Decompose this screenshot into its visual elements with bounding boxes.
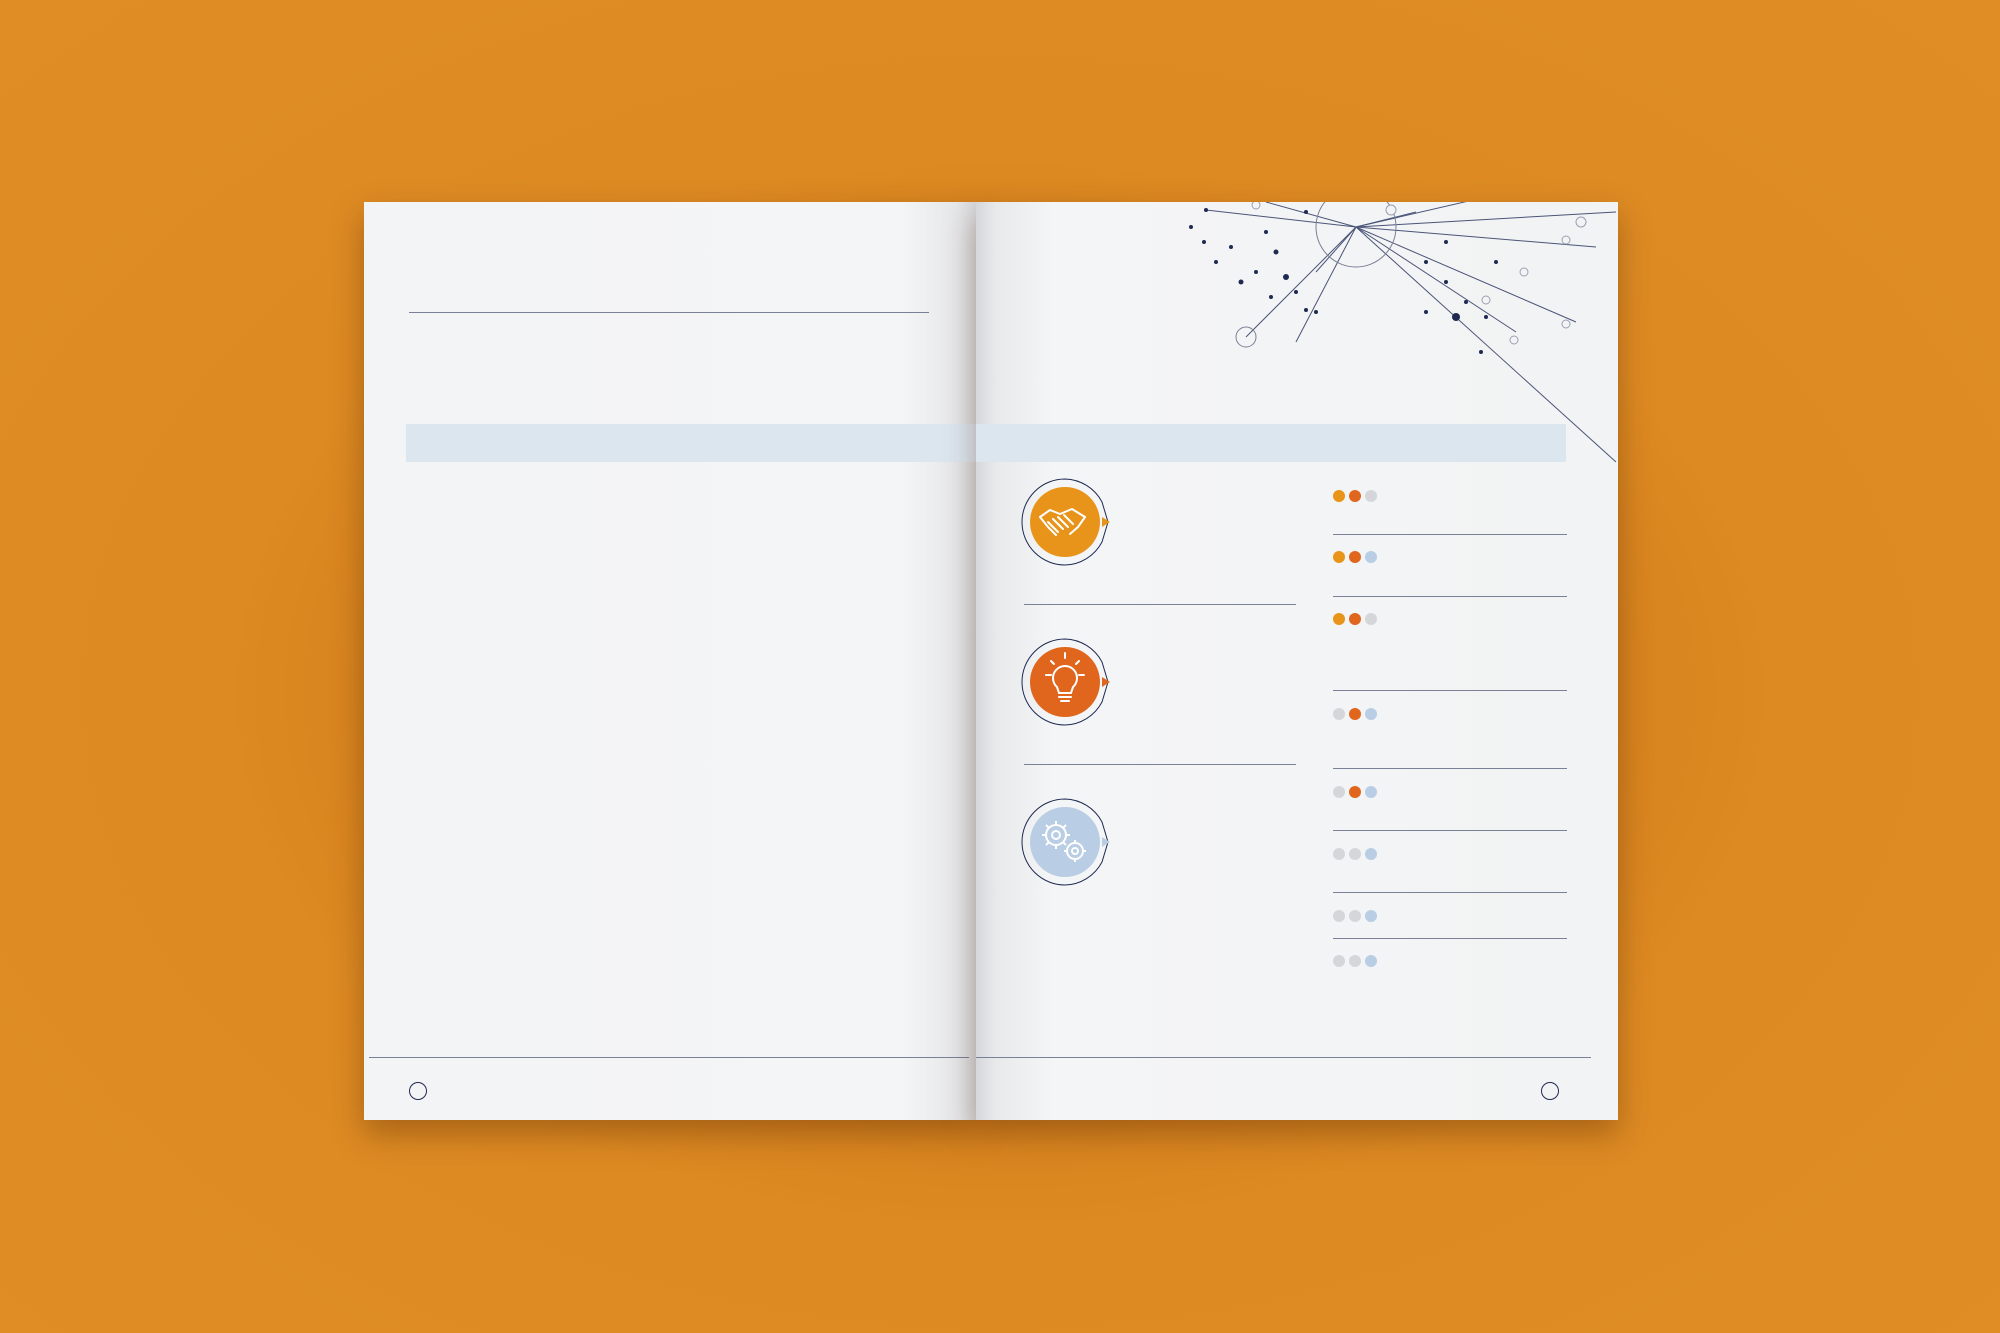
page-number (409, 1082, 427, 1100)
left-page (364, 202, 976, 1120)
priority-dot (1333, 613, 1345, 625)
priority-dot (1365, 848, 1377, 860)
priority-dot (1349, 848, 1361, 860)
gears-icon (1020, 797, 1110, 887)
priority-divider (1333, 596, 1567, 597)
network-graphic (1186, 202, 1618, 522)
priority-dot (1365, 955, 1377, 967)
priority-dot (1333, 708, 1345, 720)
priority-dot (1349, 786, 1361, 798)
strategy-divider (1024, 764, 1296, 765)
pushing-boundaries-badge (1020, 637, 1110, 727)
priority-dot (1349, 910, 1361, 922)
priority-dots (1333, 847, 1381, 865)
priority-divider (1333, 938, 1567, 939)
priority-dot (1333, 551, 1345, 563)
priority-dots (1333, 707, 1381, 725)
priority-dots (1333, 550, 1381, 568)
priority-dot (1349, 955, 1361, 967)
priority-dot (1365, 910, 1377, 922)
priority-dot (1365, 613, 1377, 625)
priority-dot (1349, 613, 1361, 625)
priority-dot (1333, 848, 1345, 860)
footer-divider (369, 1057, 969, 1058)
page-number (1541, 1082, 1559, 1100)
priority-dots (1333, 612, 1381, 630)
priority-dot (1333, 490, 1345, 502)
priority-dot (1365, 490, 1377, 502)
title-divider (409, 312, 929, 313)
priority-dot (1349, 708, 1361, 720)
priority-divider (1333, 690, 1567, 691)
priority-dot (1333, 786, 1345, 798)
partnering-badge (1020, 477, 1110, 567)
strategy-band (976, 424, 1566, 462)
right-page (976, 202, 1618, 1120)
priority-dot (1365, 786, 1377, 798)
priority-dots (1333, 489, 1381, 507)
priority-dot (1333, 955, 1345, 967)
operating-responsibly-badge (1020, 797, 1110, 887)
lightbulb-icon (1020, 637, 1110, 727)
priority-dot (1349, 490, 1361, 502)
priority-divider (1333, 768, 1567, 769)
footer-divider (976, 1057, 1591, 1058)
priority-dot (1333, 910, 1345, 922)
priority-divider (1333, 892, 1567, 893)
priority-divider (1333, 830, 1567, 831)
priority-dots (1333, 909, 1381, 927)
priority-dots (1333, 954, 1381, 972)
priority-dot (1365, 551, 1377, 563)
priority-dots (1333, 785, 1381, 803)
strategy-divider (1024, 604, 1296, 605)
market-environment-band (406, 424, 976, 462)
priority-dot (1349, 551, 1361, 563)
handshake-icon (1020, 477, 1110, 567)
priority-dot (1365, 708, 1377, 720)
priority-divider (1333, 534, 1567, 535)
